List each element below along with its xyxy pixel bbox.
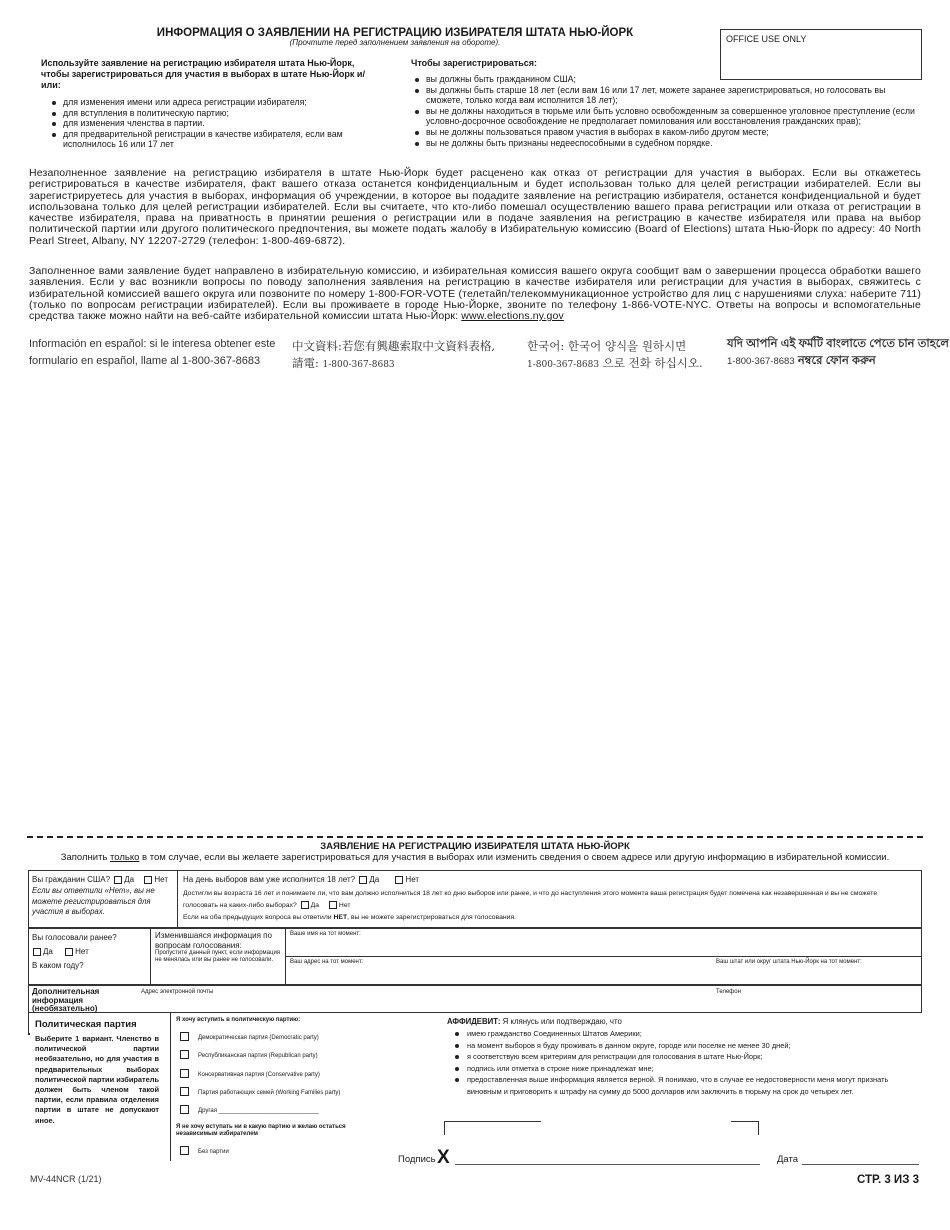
democratic-checkbox[interactable] bbox=[180, 1032, 189, 1041]
no-party-checkbox[interactable] bbox=[180, 1146, 189, 1155]
spanish-line: Información en español: si le interesa obtener este bbox=[29, 338, 276, 350]
right-list bbox=[411, 74, 921, 148]
chinese-line bbox=[292, 355, 495, 374]
right-heading: Чтобы зарегистрироваться: bbox=[411, 58, 538, 68]
date-line[interactable] bbox=[802, 1164, 919, 1165]
office-use-label: OFFICE USE ONLY bbox=[726, 34, 807, 44]
party-label: Республиканская партия (Republican party) bbox=[198, 1053, 318, 1059]
affidavit-list bbox=[447, 1028, 917, 1098]
address-then-label[interactable]: Ваш адрес на тот момент: bbox=[290, 959, 364, 965]
paragraph-refusal: Незаполненное заявление на регистрацию избирателя в штате Нью-Йорк будет расценено как отказ от регистрации для участия в выборах. Если вы откажетесь регистрироваться в качестве избирателя, факт вашего отказа останется конфиденциальным и будет использован только для целей регистрации избирателей. Если вы зарегистрируетесь для участия в выборах, информация об учреждении, в которое вы подадите заявление на регистрацию избирателя, останется конфиденциальной и будет использована только для целей регистрации избирателей. Если вы считаете, что кто-либо помешал осуществлению вашего права регистрации или отказа от регистрации в качестве избирателя, права на приватность в принятии решения о регистрации или в подаче заявления на регистрацию в качестве избирателя или права на выбор политической партии или другого политического предпочтения, вы можете подать жалобу в Избирательную комиссию (Board of Elections) штата Нью-Йорк по адресу: 40 North Pearl Street, Albany, NY 12207-2729 (телефон: 1-800-469-6872). bbox=[29, 167, 921, 247]
list-item: для вступления в политическую партию; bbox=[48, 108, 368, 119]
left-list bbox=[48, 97, 368, 150]
no-label: Нет bbox=[405, 875, 420, 884]
list-item: имею гражданство Соединенных Штатов Америки; bbox=[447, 1028, 917, 1040]
chinese-label: 請電: bbox=[292, 356, 319, 370]
voted-no-checkbox[interactable] bbox=[65, 948, 73, 956]
party-label: Партия работающих семей (Working Families party) bbox=[198, 1090, 341, 1096]
name-then-label[interactable]: Ваше имя на тот момент: bbox=[290, 931, 361, 937]
party-label: Без партии bbox=[198, 1149, 229, 1155]
list-item: я соответствую всем критериям для регистрации для голосования в штате Нью-Йорк; bbox=[447, 1051, 917, 1063]
other-party-checkbox[interactable] bbox=[180, 1105, 189, 1114]
age16-no-checkbox[interactable] bbox=[329, 901, 337, 909]
chinese-line: 中文資料:若您有興趣索取中文資料表格, bbox=[292, 339, 496, 353]
bengali-line: যদি আপনি এই ফর্মটি বাংলাতে পেতে চান তাহলে bbox=[727, 338, 949, 350]
bengali-rest: নম্বরে ফোন করুন bbox=[797, 355, 876, 367]
date-label: Дата bbox=[777, 1154, 799, 1165]
bengali-info bbox=[727, 336, 949, 370]
no-label: Нет bbox=[75, 947, 89, 956]
website-link[interactable]: www.elections.ny.gov bbox=[461, 310, 564, 323]
citizen-note: Если вы ответили «Нет», вы не можете регистрироваться для участия в выборах. bbox=[32, 886, 155, 916]
form-subtitle bbox=[0, 852, 950, 863]
cut-line bbox=[27, 836, 923, 838]
list-item: вы не должны пользоваться правом участия в выборах в каком-либо другом месте; bbox=[411, 127, 921, 138]
list-item: вы не должны быть признаны недееспособными в судебном порядке. bbox=[411, 138, 921, 149]
party-box-bottom bbox=[28, 1033, 30, 1035]
age16-yes-checkbox[interactable] bbox=[301, 901, 309, 909]
korean-line: 한국어: 한국어 양식을 원하시면 bbox=[527, 339, 687, 353]
voted-divider bbox=[150, 928, 151, 985]
affidavit-intro: Я клянусь или подтверждаю, что bbox=[502, 1017, 622, 1026]
no-label: Нет bbox=[338, 901, 351, 909]
paragraph-processing bbox=[29, 266, 921, 322]
county-then-label[interactable]: Ваш штат или округ штата Нью-Йорк на тот момент: bbox=[716, 959, 862, 965]
subtitle-underlined: только bbox=[110, 852, 140, 863]
form-code: MV-44NCR (1/21) bbox=[30, 1174, 102, 1184]
party-join-label: Я хочу вступить в политическую партию: bbox=[176, 1017, 301, 1023]
korean-line bbox=[527, 355, 703, 374]
page-number: СТР. 3 ИЗ 3 bbox=[856, 1174, 919, 1186]
list-item: предоставленная выше информация является верной. Я понимаю, что в случае ее недостоверности меня могут признать виновным и приговорить к штрафу на сумму до 5000 долларов или заключить в тюрьму на срок до четырех лет. bbox=[447, 1074, 917, 1097]
office-use-box bbox=[720, 29, 922, 80]
party-instructions: Выберите 1 вариант. Членство в политической партии необязательно, но для участия в предварительных выборах политической партии избиратель должен быть членом такой партии, если правила отделения партии в штате не допускают иное. bbox=[35, 1034, 159, 1125]
working-families-checkbox[interactable] bbox=[180, 1087, 189, 1096]
affidavit-bold: АФФИДЕВИТ: bbox=[447, 1017, 501, 1026]
signature-box-left bbox=[444, 1121, 541, 1135]
signature-label: Подпись bbox=[398, 1154, 436, 1165]
party-label: Демократическая партия (Democratic party) bbox=[198, 1035, 319, 1041]
list-item: для изменения имени или адреса регистрации избирателя; bbox=[48, 97, 368, 108]
spanish-info bbox=[29, 336, 289, 370]
no-both-post: , вы не можете зарегистрироваться для голосования. bbox=[347, 914, 517, 921]
age-question bbox=[183, 875, 883, 885]
party-option[interactable] bbox=[180, 1050, 440, 1059]
signature-line[interactable] bbox=[455, 1164, 760, 1165]
citizen-divider bbox=[177, 870, 178, 928]
party-box-left bbox=[28, 1013, 29, 1033]
age16-question bbox=[183, 888, 913, 911]
list-item: вы должны быть гражданином США; bbox=[411, 74, 921, 85]
party-title: Политическая партия bbox=[35, 1019, 137, 1030]
age16-label: Достигли вы возраста 16 лет и понимаете ли, что вам должно исполниться 18 лет ко дню выборов или ранее, и что до наступления этого момента ваша регистрация будет помечена как незавершенная и вы не сможете голосовать на каких-либо выборах? bbox=[183, 890, 878, 909]
yes-label: Да bbox=[124, 875, 135, 884]
citizen-yes-checkbox[interactable] bbox=[114, 876, 122, 884]
subtitle-post: в том случае, если вы желаете зарегистрироваться для участия в выборах или изменить сведения о своем адресе или другую информацию в избирательной комиссии. bbox=[142, 852, 890, 863]
list-item: подпись или отметка в строке ниже принадлежат мне; bbox=[447, 1063, 917, 1075]
party-box-right bbox=[170, 1013, 171, 1161]
yes-label: Да bbox=[43, 947, 53, 956]
party-option[interactable] bbox=[180, 1032, 440, 1041]
no-both-bold: НЕТ bbox=[333, 914, 348, 921]
no-both-pre: Если на оба предыдущих вопроса вы ответили bbox=[183, 914, 332, 921]
korean-rest: 으로 전화 하십시오. bbox=[602, 356, 703, 370]
extra-info-title: Дополнительная информация (необязательно) bbox=[32, 987, 100, 1013]
conservative-checkbox[interactable] bbox=[180, 1069, 189, 1078]
email-label[interactable]: Адрес электронной почты bbox=[141, 989, 214, 995]
bengali-line bbox=[727, 353, 949, 370]
list-item: вы должны быть старше 18 лет (если вам 16 или 17 лет, можете заранее зарегистрироваться, но голосовать вы сможете, только когда вам исполнится 18 лет); bbox=[411, 85, 921, 106]
info-subtitle: (Прочтите перед заполнением заявления на обороте). bbox=[289, 38, 501, 47]
korean-phone: 1-800-367-8683 bbox=[527, 360, 600, 370]
party-label: Консервативная партия (Conservative party) bbox=[198, 1072, 320, 1078]
info-title: ИНФОРМАЦИЯ О ЗАЯВЛЕНИИ НА РЕГИСТРАЦИЮ ИЗБИРАТЕЛЯ ШТАТА НЬЮ-ЙОРК bbox=[156, 27, 634, 39]
list-item: для изменения членства в партии. bbox=[48, 118, 368, 129]
party-option[interactable] bbox=[180, 1087, 440, 1096]
no-both-note bbox=[183, 914, 883, 922]
left-heading: Используйте заявление на регистрацию избирателя штата Нью-Йорк, чтобы зарегистрироваться для участия в выборах в штате Нью-Йорк и/или: bbox=[41, 58, 365, 90]
list-item: для предварительной регистрации в качестве избирателя, если вам исполнилось 16 или 17 лет bbox=[48, 129, 368, 150]
age-no-checkbox[interactable] bbox=[395, 876, 403, 884]
korean-info bbox=[527, 338, 703, 374]
spanish-line: formulario en español, llame al 1-800-367-8683 bbox=[29, 355, 261, 367]
affidavit-heading bbox=[447, 1017, 622, 1026]
phone-label[interactable]: Телефон bbox=[716, 989, 741, 995]
party-option[interactable] bbox=[180, 1069, 440, 1078]
list-item: вы не должны находиться в тюрьме или быть условно освобожденным за совершенное уголовное преступление (если условно-досрочное освобождение не предполагает помилования или восстановления гражданских прав); bbox=[411, 106, 921, 127]
chinese-phone: 1-800-367-8683 bbox=[322, 360, 395, 370]
voted-before-label: Вы голосовали ранее? bbox=[32, 933, 117, 942]
no-label: Нет bbox=[154, 875, 168, 884]
citizen-no-checkbox[interactable] bbox=[144, 876, 152, 884]
yes-label: Да bbox=[310, 901, 320, 909]
signature-mark: X bbox=[437, 1147, 450, 1168]
changed-info-title: Изменившаяся информация по вопросам голосования: bbox=[155, 931, 272, 950]
list-item: на момент выборов я буду проживать в данном округе, городе или поселке не менее 30 дней; bbox=[447, 1040, 917, 1052]
citizen-label: Вы гражданин США? bbox=[32, 875, 111, 884]
chinese-info bbox=[292, 338, 495, 374]
voted-options bbox=[33, 947, 89, 957]
no-party-label: Я не хочу вступать ни в какую партию и желаю остаться независимым избирателем bbox=[176, 1124, 346, 1138]
age-yes-checkbox[interactable] bbox=[359, 876, 367, 884]
which-year-label: В каком году? bbox=[32, 961, 84, 970]
signature-box-right bbox=[731, 1121, 759, 1135]
citizen-question bbox=[32, 875, 177, 885]
form-title: ЗАЯВЛЕНИЕ НА РЕГИСТРАЦИЮ ИЗБИРАТЕЛЯ ШТАТА НЬЮ-ЙОРК bbox=[320, 841, 630, 852]
bengali-phone: 1-800-367-8683 bbox=[727, 356, 795, 367]
age-label: На день выборов вам уже исполнится 18 лет? bbox=[183, 875, 356, 884]
paragraph-text: Заполненное вами заявление будет направлено в избирательную комиссию, и избирательная комиссия вашего округа сообщит вам о завершении процесса обработки вашего заявления. Если у вас возникли вопросы по поводу заполнения заявления на регистрацию в качестве избирателя или регистрации для участия в выборах, свяжитесь с избирательной комиссией вашего округа или позвоните по номеру 1-800-FOR-VOTE (телетайп/телекоммуникационное устройство для лиц с нарушениями слуха: наберите 711) (только по вопросам регистрации избирателей). Если вы проживаете в городе Нью-Йорке, звоните по телефону 1-866-VOTE-NYC. Ответы на вопросы и вспомогательные средства также можно найти на веб-сайте избирательной комиссии штата Нью-Йорк: bbox=[29, 265, 921, 323]
changed-info-note: Пропустите данный пункт, если информация не менялась или вы ранее не голосовали. bbox=[155, 950, 281, 964]
changed-mid-line bbox=[285, 956, 922, 957]
yes-label: Да bbox=[369, 875, 380, 884]
subtitle-pre: Заполнить bbox=[60, 852, 108, 863]
party-label: Другая ______________________________ bbox=[198, 1108, 319, 1114]
voted-yes-checkbox[interactable] bbox=[33, 948, 41, 956]
party-option[interactable] bbox=[180, 1105, 440, 1114]
republican-checkbox[interactable] bbox=[180, 1050, 189, 1059]
